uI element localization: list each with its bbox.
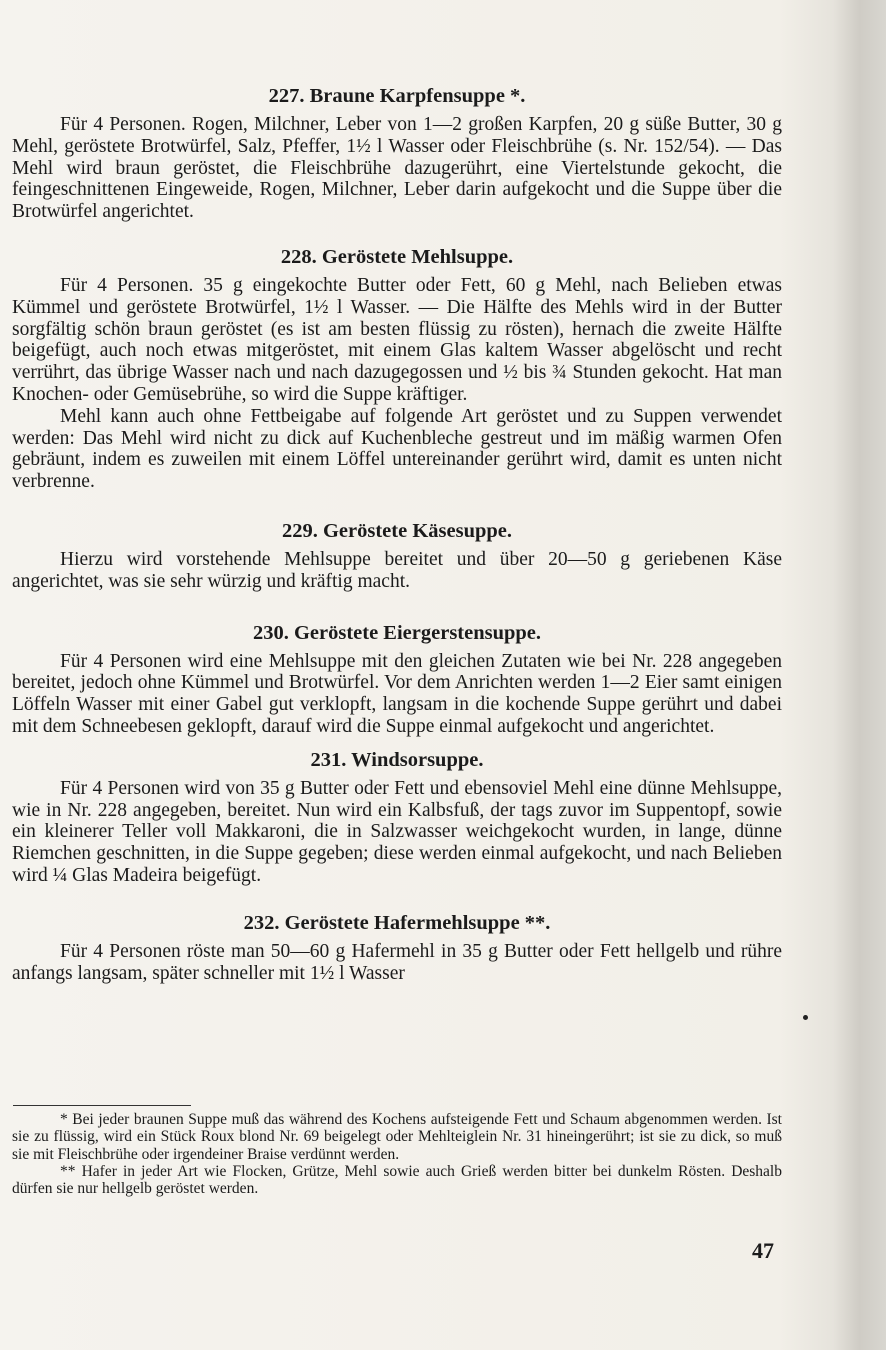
- footnote: ** Hafer in jeder Art wie Flocken, Grütze, Mehl sowie auch Grieß werden bitter bei dunkelm Rösten. Deshalb dürfen sie nur hellgelb geröstet werden.: [12, 1162, 782, 1198]
- page-number: 47: [752, 1238, 774, 1263]
- recipe-230: [12, 621, 782, 738]
- recipe-paragraph: Hierzu wird vorstehende Mehlsuppe bereitet und über 20—50 g geriebenen Käse angerichtet, was sie sehr würzig und kräftig macht.: [12, 548, 782, 592]
- recipe-228: [12, 245, 782, 493]
- recipe-paragraph: Für 4 Personen röste man 50—60 g Hafermehl in 35 g Butter oder Fett hellgelb und rühre anfangs langsam, später schneller mit 1½ l Wasser: [12, 940, 782, 984]
- recipe-title: 228. Geröstete Mehlsuppe.: [280, 245, 514, 268]
- page-content: [12, 84, 782, 984]
- recipe-227: [12, 84, 782, 223]
- recipe-title: 231. Windsorsuppe.: [310, 748, 484, 771]
- recipe-229: [12, 519, 782, 593]
- footnote-divider: [13, 1105, 191, 1106]
- recipe-paragraph: Für 4 Personen wird von 35 g Butter oder Fett und ebensoviel Mehl eine dünne Mehlsuppe, wie in Nr. 228 angegeben, bereitet. Nun wird ein Kalbsfuß, der tags zuvor im Suppentopf, sowie ein kleinerer Teller voll Makkaroni, die in Salzwasser weichgekocht wurden, in lange, dünne Riemchen geschnitten, in die Suppe gegeben; diese werden einmal aufgekocht, und nach Belieben wird ¼ Glas Madeira beigefügt.: [12, 777, 782, 886]
- recipe-231: [12, 748, 782, 887]
- edge-dot: [803, 1015, 808, 1020]
- footnote: * Bei jeder braunen Suppe muß das während des Kochens aufsteigende Fett und Schaum abgenommen werden. Ist sie zu flüssig, wird ein Stück Roux blond Nr. 69 beigelegt oder Mehlteiglein Nr. 31 hineingerührt; ist sie zu dick, so muß sie mit Fleischbrühe oder irgendeiner Braise verdünnt werden.: [12, 1111, 782, 1163]
- recipe-paragraph: Für 4 Personen wird eine Mehlsuppe mit den gleichen Zutaten wie bei Nr. 228 angegeben bereitet, jedoch ohne Kümmel und Brotwürfel. Vor dem Anrichten werden 1—2 Eier samt einigen Löffeln Wasser mit einer Gabel gut verklopft, langsam in die kochende Suppe gerührt und dabei mit dem Schneebesen geklopft, darauf wird die Suppe einmal aufgekocht und angerichtet.: [12, 650, 782, 737]
- recipe-title: 227. Braune Karpfensuppe *.: [268, 85, 526, 107]
- recipe-paragraph: Für 4 Personen. Rogen, Milchner, Leber von 1—2 großen Karpfen, 20 g süße Butter, 30 g Mehl, geröstete Brotwürfel, Salz, Pfeffer, 1½ l Wasser oder Fleischbrühe (s. Nr. 152/54). — Das Mehl wird braun geröstet, die Fleischbrühe dazugerührt, eine Viertelstunde gekocht, die feingeschnittenen Eingeweide, Rogen, Milchner, Leber darin aufgekocht und die Suppe über die Brotwürfel angerichtet.: [12, 114, 782, 223]
- recipe-232: [12, 911, 782, 985]
- recipe-title: 230. Geröstete Eiergerstensuppe.: [252, 621, 542, 644]
- recipe-title: 229. Geröstete Käsesuppe.: [281, 519, 513, 542]
- footnotes: [12, 1111, 782, 1197]
- recipe-title: 232. Geröstete Hafermehlsuppe **.: [243, 911, 551, 934]
- recipe-paragraph: Für 4 Personen. 35 g eingekochte Butter oder Fett, 60 g Mehl, nach Belieben etwas Kümmel und geröstete Brotwürfel, 1½ l Wasser. — Die Hälfte des Mehls wird in der Butter sorgfältig schön braun geröstet (es ist am besten flüssig zu rösten), hernach die zweite Hälfte beigefügt, auch noch etwas mitgeröstet, mit einem Glas kaltem Wasser abgelöscht und recht verrührt, das übrige Wasser nach und nach dazugegossen und ½ bis ¾ Stunden gekocht. Hat man Knochen- oder Gemüsebrühe, so wird die Suppe kräftiger.: [12, 274, 782, 405]
- recipe-paragraph: Mehl kann auch ohne Fettbeigabe auf folgende Art geröstet und zu Suppen verwendet werden: Das Mehl wird nicht zu dick auf Kuchenbleche gestreut und im mäßig warmen Ofen gebräunt, indem es zuweilen mit einem Löffel untereinander gerührt wird, damit es unten nicht verbrenne.: [12, 405, 782, 493]
